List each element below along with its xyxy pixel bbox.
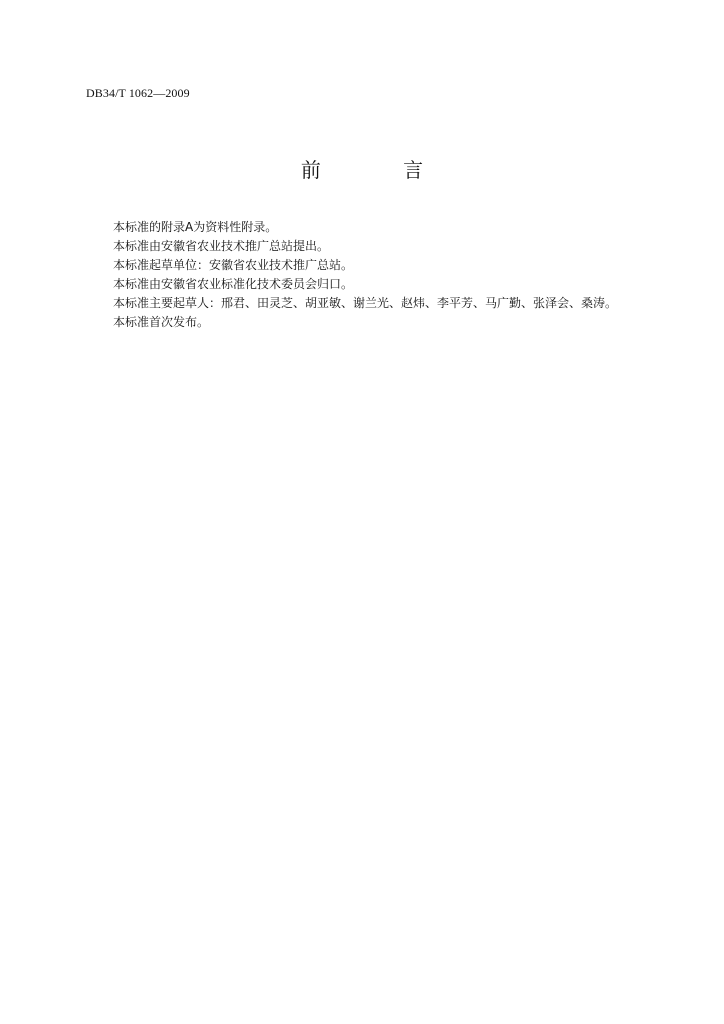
preface-paragraph: 本标准起草单位：安徽省农业技术推广总站。 <box>113 258 354 272</box>
preface-paragraph: 本标准主要起草人：邢君、田灵芝、胡亚敏、谢兰光、赵炜、李平芳、马广勤、张泽会、桑涛。 <box>113 296 618 310</box>
preface-body <box>113 218 693 332</box>
preface-paragraph: 本标准由安徽省农业标准化技术委员会归口。 <box>113 277 354 291</box>
preface-paragraph: 本标准的附录A为资料性附录。 <box>113 220 278 234</box>
document-code: DB34/T 1062—2009 <box>86 86 190 100</box>
page-title: 前 言 <box>300 158 462 182</box>
preface-paragraph: 本标准由安徽省农业技术推广总站提出。 <box>113 239 330 253</box>
preface-paragraph: 本标准首次发布。 <box>113 315 210 329</box>
